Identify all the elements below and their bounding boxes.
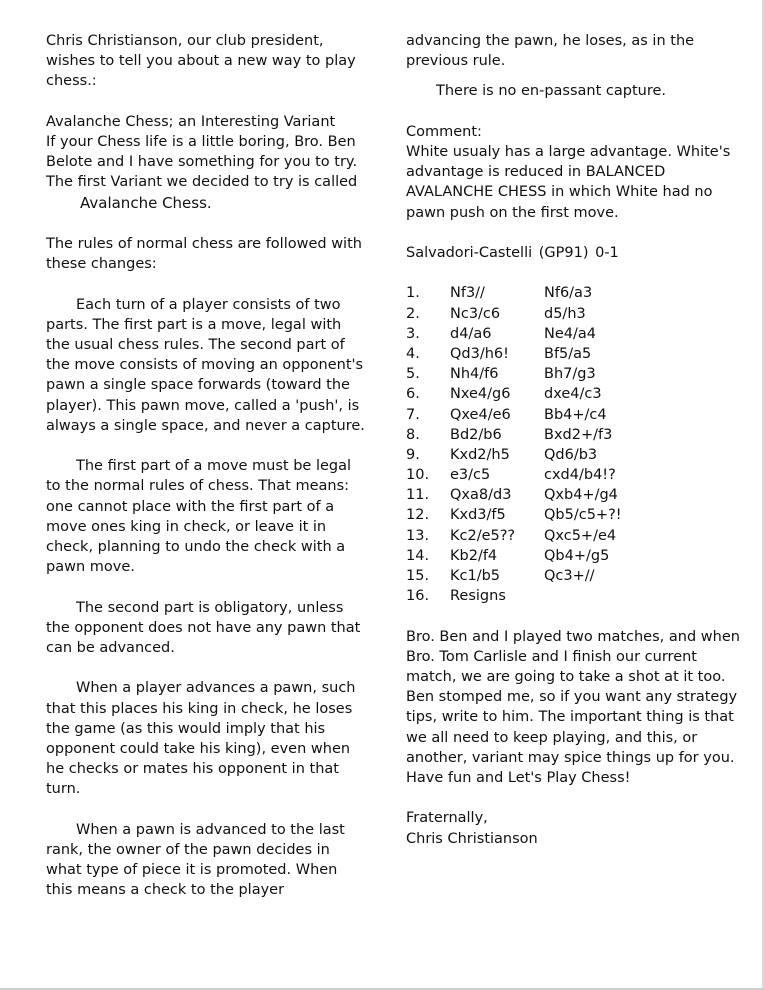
black-move: Qd6/b3 [544, 446, 598, 463]
move-number: 10. [406, 467, 430, 484]
black-move: Ne4/a4 [544, 325, 596, 342]
article-intro: If your Chess life is a little boring, Bro. Ben Belote and I have something for you to try. [46, 134, 358, 171]
black-move: Qxc5+/e4 [544, 527, 617, 544]
black-move: cxd4/b4!? [544, 467, 616, 484]
white-move: Bd2/b6 [450, 426, 502, 443]
variant-name: Avalanche Chess. [80, 193, 212, 212]
move-list [406, 283, 746, 606]
move-row [406, 586, 746, 606]
signature: Chris Christianson [406, 830, 538, 847]
move-row [406, 364, 746, 384]
rule-paragraph-2: The first part of a move must be legal to the normal rules of chess. That means: one cannot place with the first part of a move ones king in check, or leave it in check, planning to undo the check with a pawn move. [46, 458, 352, 576]
first-variant-prefix: The first Variant we decided to try is called [46, 174, 358, 191]
signoff: Have fun and Let's Play Chess! [406, 770, 631, 786]
rule-5-continued: advancing the pawn, he loses, as in the previous rule. [406, 33, 695, 70]
fraternally: Fraternally, [406, 810, 488, 827]
rules-intro: The rules of normal chess are followed with these changes: [46, 236, 362, 273]
move-row [406, 344, 746, 364]
move-number: 2. [406, 305, 420, 322]
move-number: 15. [406, 568, 430, 585]
black-move [544, 586, 664, 606]
game-title: Salvadori-Castelli (GP91) 0-1 [406, 245, 619, 261]
move-row [406, 405, 746, 425]
move-number: 9. [406, 446, 420, 463]
move-row [406, 425, 746, 445]
comment-text: White usualy has a large advantage. White's advantage is reduced in BALANCED AVALANCHE CHESS in which White had no pawn push on the first move. [406, 144, 731, 221]
move-row [406, 485, 746, 505]
white-move: Nxe4/g6 [450, 386, 511, 403]
black-move: Bb4+/c4 [544, 406, 607, 423]
white-move: Nh4/f6 [450, 366, 499, 383]
white-move: e3/c5 [450, 467, 491, 484]
move-number: 1. [406, 285, 420, 302]
move-row [406, 505, 746, 525]
move-number: 6. [406, 386, 420, 403]
white-move: Resigns [450, 588, 506, 605]
white-move: Qxe4/e6 [450, 406, 511, 423]
move-number: 5. [406, 366, 420, 383]
white-move: Kxd3/f5 [450, 507, 506, 524]
white-move: Kc2/e5?? [450, 527, 516, 544]
move-number: 16. [406, 588, 430, 605]
rule-paragraph-1: Each turn of a player consists of two parts. The first part is a move, legal with the usual chess rules. The second part of the move consists of moving an opponent's pawn a single space forwards (toward the player). This pawn move, called a 'push', is always a single space, and never a capture. [46, 296, 365, 434]
article-title: Avalanche Chess; an Interesting Variant [46, 113, 336, 130]
black-move: d5/h3 [544, 305, 586, 322]
black-move: Qb5/c5+?! [544, 507, 622, 524]
move-row [406, 546, 746, 566]
white-move: Kxd2/h5 [450, 446, 510, 463]
rule-paragraph-4: When a player advances a pawn, such that this places his king in check, he loses the game (as this would imply that his opponent could take his king), even when he checks or mates his opponent in that turn. [46, 680, 356, 798]
white-move: Qd3/h6! [450, 345, 509, 362]
move-row [406, 304, 746, 324]
move-row [406, 465, 746, 485]
move-number: 4. [406, 345, 420, 362]
move-number: 8. [406, 426, 420, 443]
left-column [46, 31, 366, 901]
rule-paragraph-3: The second part is obligatory, unless the opponent does not have any pawn that can be advanced. [46, 599, 361, 657]
black-move: dxe4/c3 [544, 386, 602, 403]
move-number: 13. [406, 527, 430, 544]
move-row [406, 283, 746, 303]
black-move: Bh7/g3 [544, 366, 596, 383]
rule-paragraph-5: When a pawn is advanced to the last rank, the owner of the pawn decides in what type of piece it is promoted. When this means a check to the player [46, 821, 345, 899]
first-variant-line [46, 172, 366, 213]
black-move: Qxb4+/g4 [544, 487, 618, 504]
white-move: Nc3/c6 [450, 305, 501, 322]
white-move: d4/a6 [450, 325, 492, 342]
move-number: 11. [406, 487, 430, 504]
white-move: Nf3// [450, 285, 485, 302]
move-row [406, 566, 746, 586]
move-number: 3. [406, 325, 420, 342]
black-move: Nf6/a3 [544, 285, 593, 302]
right-column [406, 31, 746, 849]
closing-paragraph: Bro. Ben and I played two matches, and when Bro. Tom Carlisle and I finish our current match, we are going to take a shot at it too. Ben stomped me, so if you want any strategy tips, write to him. The important thing is that we all need to keep playing, and this, or another, variant may spice things up for you. [406, 628, 740, 766]
move-number: 7. [406, 406, 420, 423]
move-row [406, 526, 746, 546]
white-move: Kb2/f4 [450, 547, 498, 564]
white-move: Kc1/b5 [450, 568, 501, 585]
rule-paragraph-6: There is no en-passant capture. [436, 83, 667, 100]
move-row [406, 384, 746, 404]
black-move: Qb4+/g5 [544, 547, 610, 564]
move-row [406, 445, 746, 465]
move-number: 14. [406, 547, 430, 564]
comment-label: Comment: [406, 123, 482, 140]
white-move: Qxa8/d3 [450, 487, 512, 504]
black-move: Bxd2+/f3 [544, 426, 613, 443]
move-row [406, 324, 746, 344]
intro-paragraph: Chris Christianson, our club president, wishes to tell you about a new way to play chess.: [46, 33, 356, 90]
black-move: Bf5/a5 [544, 345, 592, 362]
move-number: 12. [406, 507, 430, 524]
black-move: Qc3+// [544, 568, 595, 585]
